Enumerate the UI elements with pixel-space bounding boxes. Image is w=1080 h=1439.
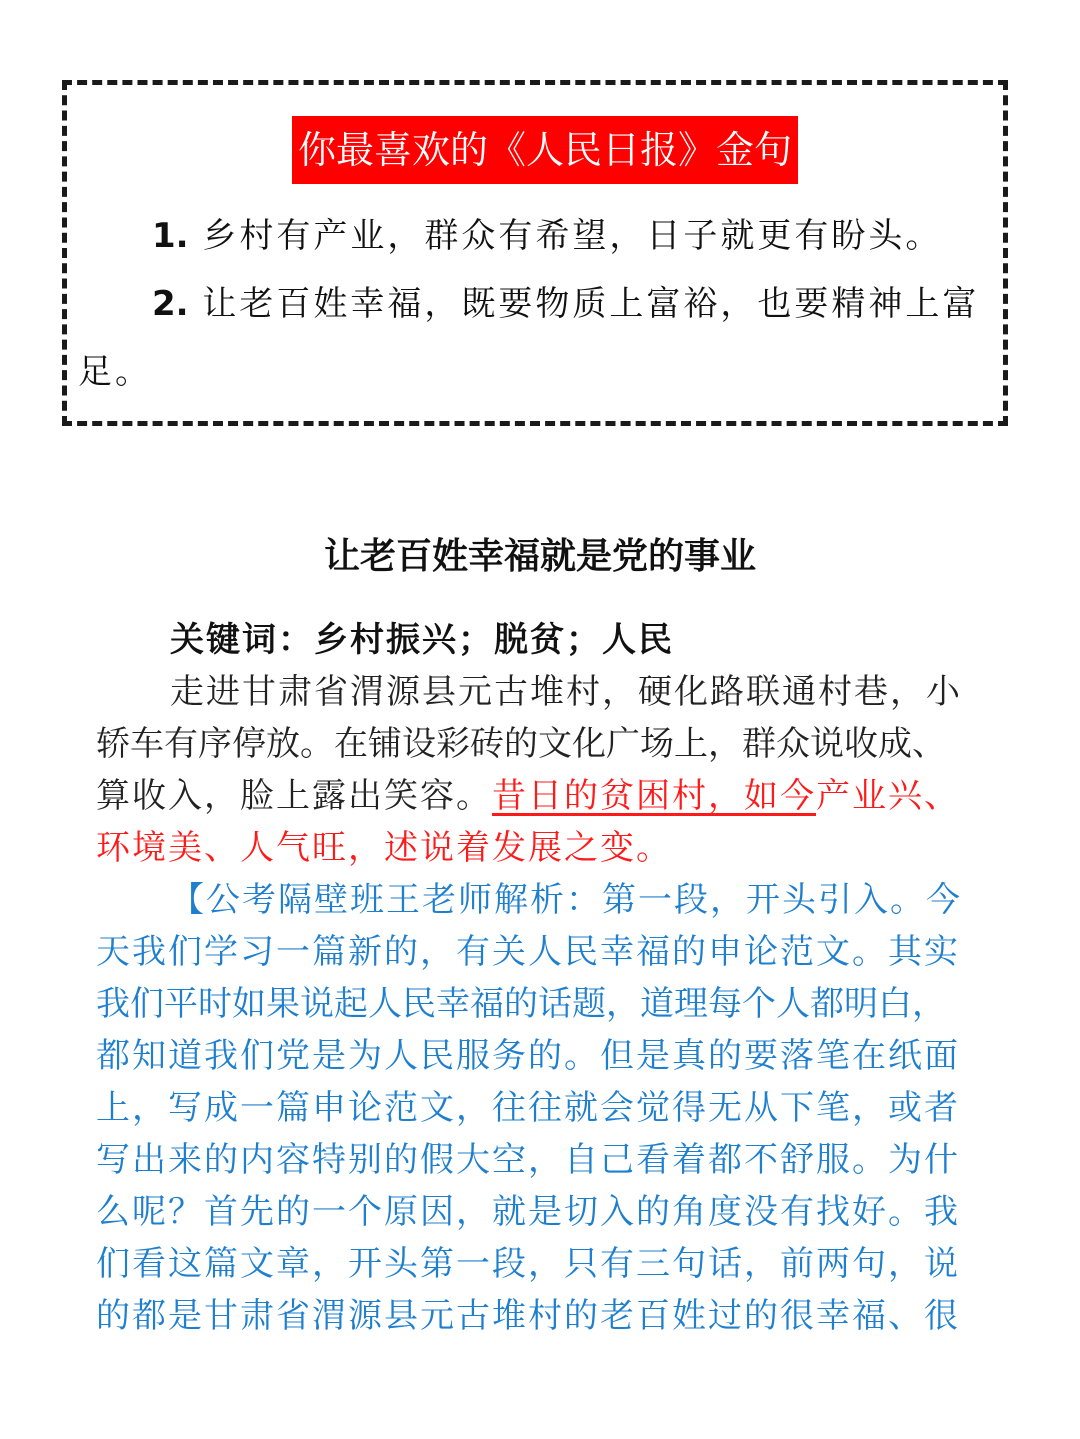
highlight-text: 产业兴、 (816, 776, 960, 816)
analysis-line: 么呢？首先的一个原因，就是切入的角度没有找好。我 (96, 1192, 960, 1232)
analysis-line: 的都是甘肃省渭源县元古堆村的老百姓过的很幸福、很 (96, 1296, 960, 1336)
paragraph-text: 算收入，脸上露出笑容。 (96, 776, 492, 816)
analysis-line: 都知道我们党是为人民服务的。但是真的要落笔在纸面 (96, 1036, 960, 1076)
quote-item-text: 乡村有产业，群众有希望，日子就更有盼头。 (202, 216, 943, 256)
analysis-line: 上，写成一篇申论范文，往往就会觉得无从下笔，或者 (96, 1088, 960, 1128)
paragraph-line: 走进甘肃省渭源县元古堆村，硬化路联通村巷，小 (170, 672, 962, 712)
quote-box-title: 你最喜欢的《人民日报》金句 (292, 116, 798, 184)
analysis-line: 写出来的内容特别的假大空，自己看着都不舒服。为什 (96, 1140, 960, 1180)
quote-item-number: 2. (152, 284, 189, 324)
quote-item-2 (152, 276, 979, 325)
paragraph-line (96, 768, 960, 817)
analysis-line: 天我们学习一篇新的，有关人民幸福的申论范文。其实 (96, 932, 960, 972)
keywords-line: 关键词：乡村振兴；脱贫；人民 (170, 620, 674, 660)
quote-item-text: 让老百姓幸福，既要物质上富裕，也要精神上富 (202, 284, 980, 324)
analysis-line: 我们平时如果说起人民幸福的话题，道理每个人都明白， (96, 984, 946, 1024)
quote-item-1 (152, 208, 942, 257)
highlight-underlined-text: 昔日的贫困村，如今 (492, 776, 816, 816)
analysis-line: 们看这篇文章，开头第一段，只有三句话，前两句，说 (96, 1244, 960, 1284)
quote-item-number: 1. (152, 216, 189, 256)
analysis-line: 【公考隔壁班王老师解析：第一段，开头引入。今 (170, 880, 962, 920)
article-title: 让老百姓幸福就是党的事业 (323, 535, 756, 577)
quote-item-2-continuation: 足。 (78, 352, 152, 392)
highlight-line: 环境美、人气旺，述说着发展之变。 (96, 828, 672, 868)
paragraph-line: 轿车有序停放。在铺设彩砖的文化广场上，群众说收成、 (96, 724, 946, 764)
